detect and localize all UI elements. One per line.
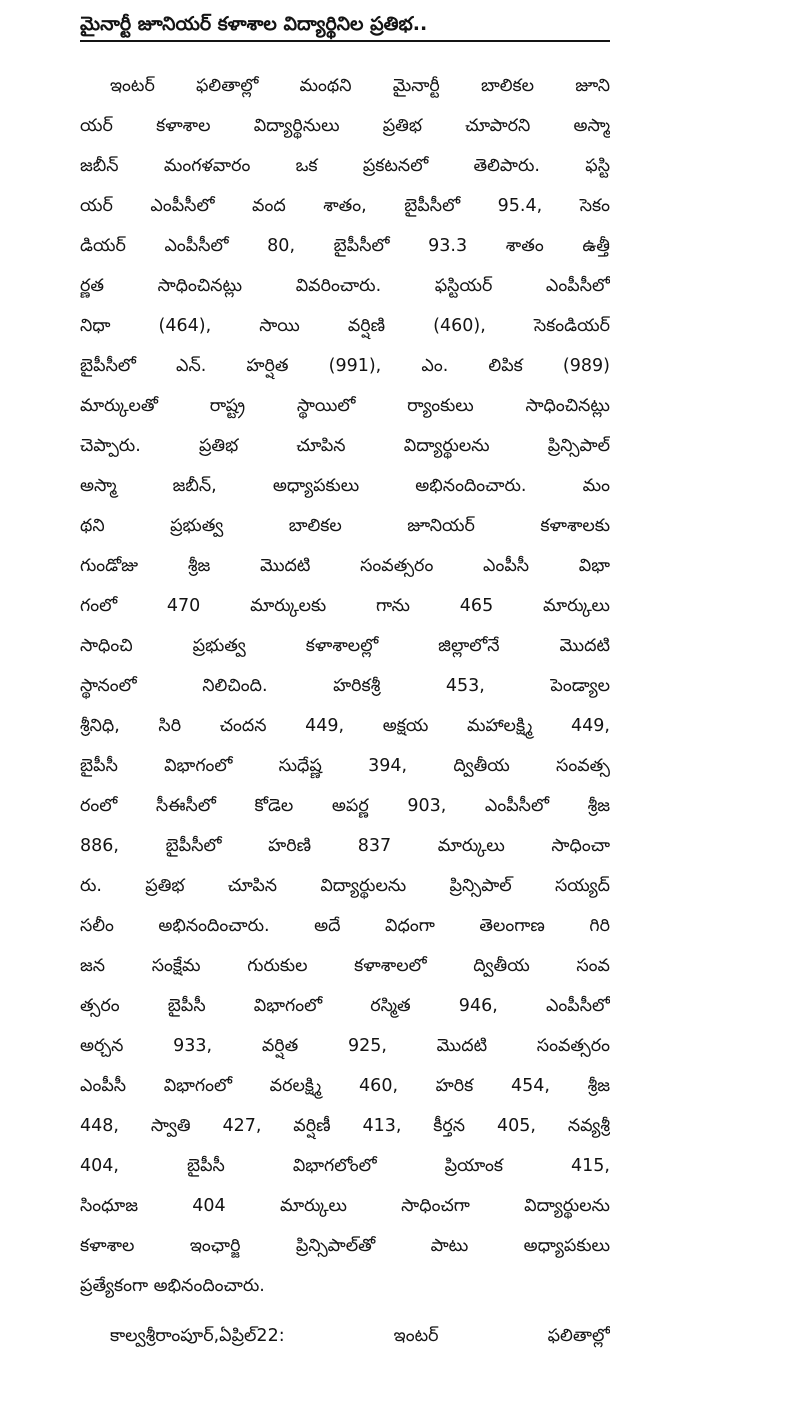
article-line: జన సంక్షేమ గురుకుల కళాశాలలో ద్వితీయ సంవ — [80, 956, 610, 976]
article-line: త్సరం బైపీసీ విభాగంలో రస్మిత 946, ఎంపీసీలో — [80, 996, 610, 1016]
article-line: బైపీసీలో ఎన్. హర్షిత (991), ఎం. లిపిక (989) — [80, 356, 610, 376]
article-line: రు. ప్రతిభ చూపిన విద్యార్థులను ప్రిన్సిపాల్ సయ్యద్ — [80, 876, 610, 896]
article-line: చెప్పారు. ప్రతిభ చూపిన విద్యార్థులను ప్రిన్సిపాల్ — [80, 436, 610, 456]
article-line: 886, బైపీసీలో హరిణి 837 మార్కులు సాధించా — [80, 836, 610, 856]
article-line: యర్ కళాశాల విద్యార్థినులు ప్రతిభ చూపారని అస్మా — [80, 116, 610, 136]
article-line: 404, బైపీసీ విభాగలోంలో ప్రియాంక 415, — [80, 1156, 610, 1176]
article-line: అస్మా జబీన్, అధ్యాపకులు అభినందించారు. మం — [80, 476, 610, 496]
article-line: ఇంటర్ ఫలితాల్లో మంథని మైనార్టీ బాలికల జూని — [110, 76, 610, 96]
article-line: ప్రత్యేకంగా అభినందించారు. — [80, 1276, 265, 1296]
article-line: ర్ణత సాధించినట్లు వివరించారు. ఫస్టియర్ ఎంపీసీలో — [80, 276, 610, 296]
article-line: శ్రీనిధి, సిరి చందన 449, అక్షయ మహాలక్ష్మి 449, — [80, 716, 610, 736]
article-line: నిధా (464), సాయి వర్షిణి (460), సెకండియర్ — [80, 316, 610, 336]
article-line: సింధూజ 404 మార్కులు సాధించగా విద్యార్థులను — [80, 1196, 610, 1216]
article-line: స్థానంలో నిలిచింది. హరికశ్రీ 453, పెండ్యాల — [80, 676, 610, 696]
article-line: డియర్ ఎంపీసీలో 80, బైపీసీలో 93.3 శాతం ఉత్తీ — [80, 236, 610, 256]
article-line: కళాశాల ఇంఛార్జి ప్రిన్సిపాల్‌తో పాటు అధ్యాపకులు — [80, 1236, 610, 1256]
article-line: రంలో సీఈసీలో కోడెల అపర్ణ 903, ఎంపీసీలో శ్రీజ — [80, 796, 610, 816]
article-line: యర్ ఎంపీసీలో వంద శాతం, బైపీసీలో 95.4, సెకం — [80, 196, 610, 216]
article-line: కాల్వశ్రీరాంపూర్,ఏప్రిల్22: ఇంటర్ ఫలితాల్లో — [110, 1326, 610, 1346]
article-line: ఎంపీసీ విభాగంలో వరలక్ష్మి 460, హరిక 454, శ్రీజ — [80, 1076, 610, 1096]
article-line: థని ప్రభుత్వ బాలికల జూనియర్ కళాశాలకు — [80, 516, 610, 536]
article-line: జబీన్ మంగళవారం ఒక ప్రకటనలో తెలిపారు. ఫస్టి — [80, 156, 610, 176]
article-line: గంలో 470 మార్కులకు గాను 465 మార్కులు — [80, 596, 610, 616]
article-line: సాధించి ప్రభుత్వ కళాశాలల్లో జిల్లాలోనే మొదటి — [80, 636, 610, 656]
article-line: సలీం అభినందించారు. అదే విధంగా తెలంగాణ గిరి — [80, 916, 610, 936]
article-line: 448, స్వాతి 427, వర్షిణీ 413, కీర్తన 405, నవ్యశ్రీ — [80, 1116, 610, 1136]
article-line: అర్చన 933, వర్షిత 925, మొదటి సంవత్సరం — [80, 1036, 610, 1056]
article-line: గుండోజు శ్రీజ మొదటి సంవత్సరం ఎంపీసీ విభా — [80, 556, 610, 576]
article-line: మార్కులతో రాష్ట్ర స్థాయిలో ర్యాంకులు సాధించినట్లు — [80, 396, 610, 416]
article-line: బైపీసీ విభాగంలో సుధేష్ణ 394, ద్వితీయ సంవత్స — [80, 756, 610, 776]
article-headline: మైనార్టీ జూనియర్ కళాశాల విద్యార్థినిల ప్రతిభ.. — [80, 8, 610, 42]
